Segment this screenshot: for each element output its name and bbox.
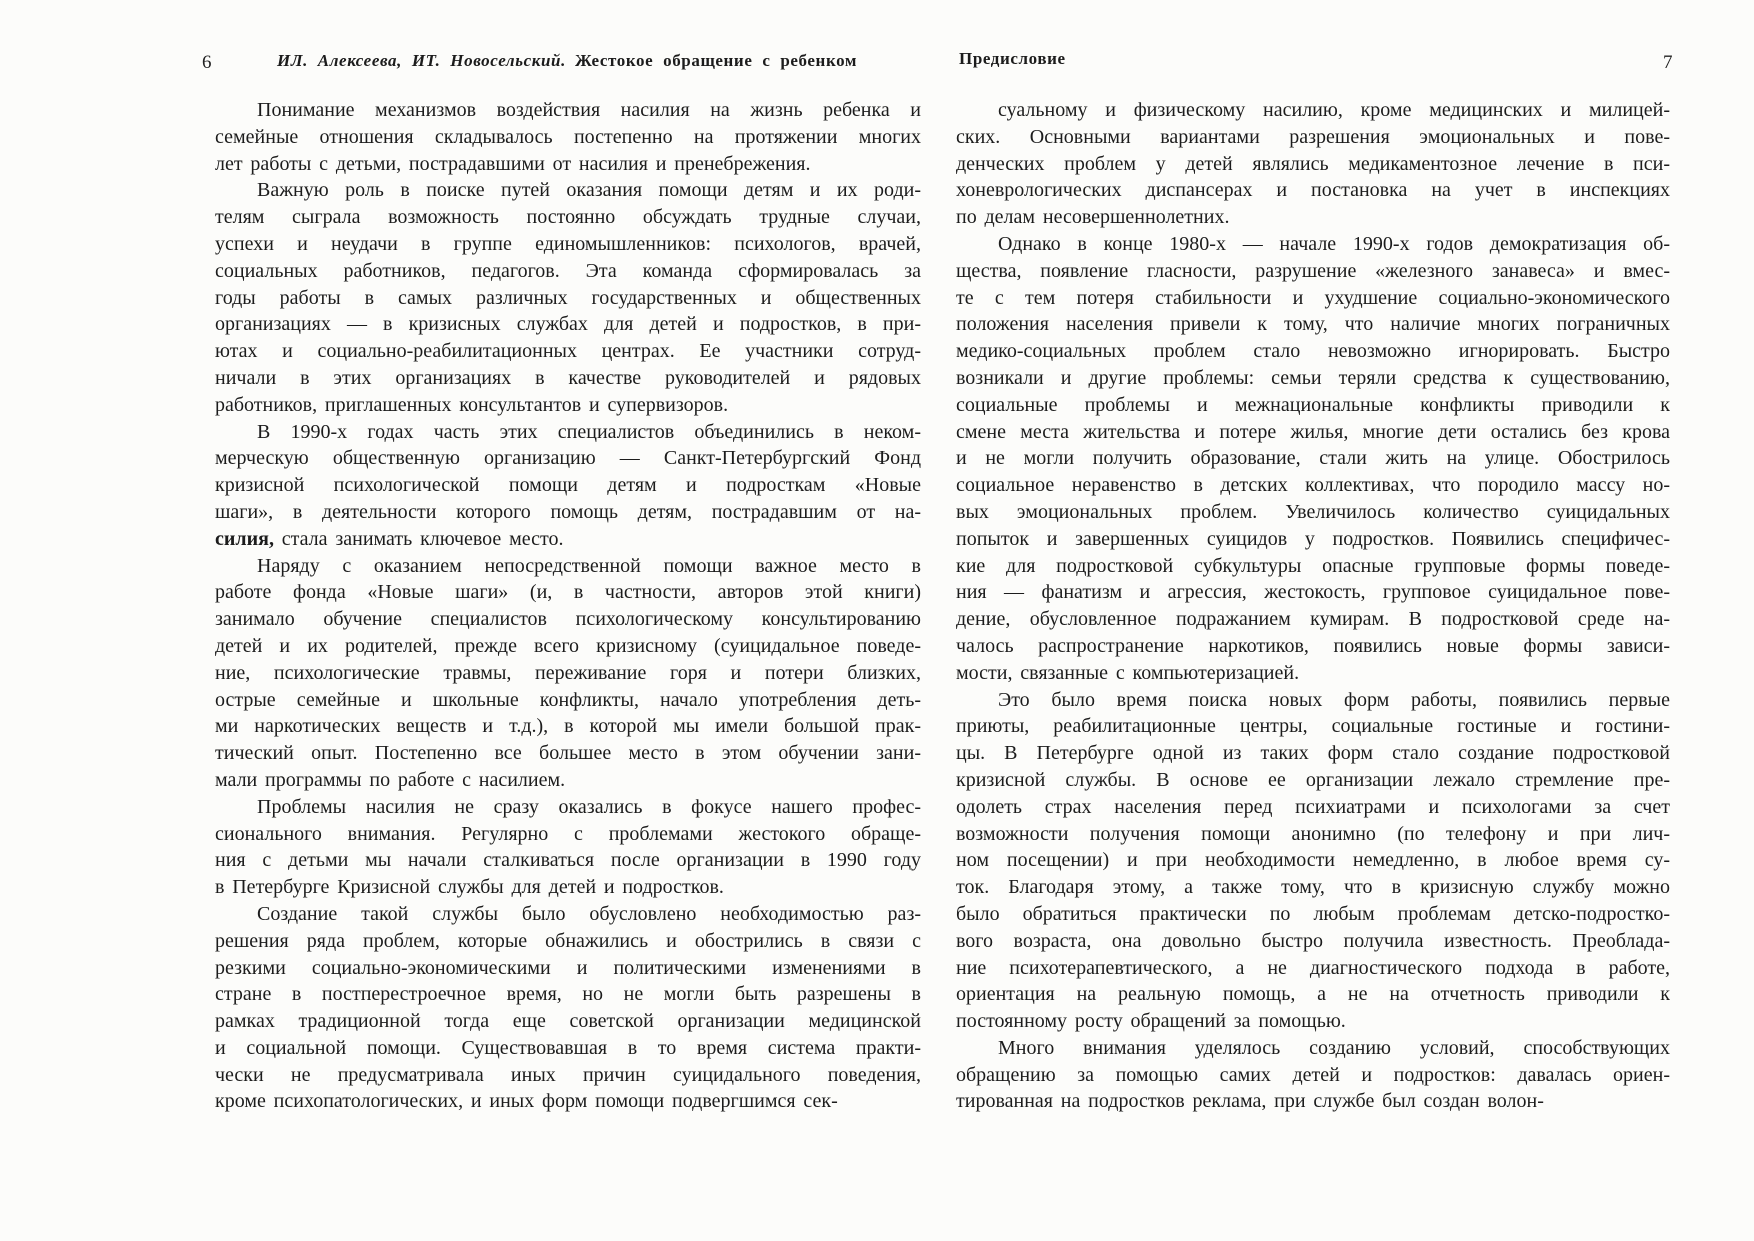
text-line: вых эмоциональных проблем. Увеличилось количество суицидальных [956, 500, 1670, 523]
text-line: Много внимания уделялось созданию условий, способствующих [998, 1036, 1670, 1059]
text-line: Это было время поиска новых форм работы, появились первые [998, 688, 1670, 711]
text-line: ютах и социально-реабилитационных центрах. Ее участники сотруд- [215, 340, 921, 363]
text-line: социальные проблемы и межнациональные конфликты приводили к [956, 393, 1670, 416]
text-line: телям сыграла возможность постоянно обсуждать трудные случаи, [215, 206, 921, 229]
text-line: работе фонда «Новые шаги» (и, в частности, авторов этой книги) [215, 581, 921, 604]
text-line: рамках традиционной тогда еще советской организации медицинской [215, 1010, 921, 1033]
text-line: Наряду с оказанием непосредственной помощи важное место в [257, 554, 921, 577]
text-line: тический опыт. Постепенно все большее место в этом обучении зани- [215, 742, 921, 765]
text-line: те с тем потеря стабильности и ухудшение социально-экономического [956, 286, 1670, 309]
text-line: возможности получения помощи анонимно (по телефону и при лич- [956, 822, 1670, 845]
text-line: ние, психологические травмы, переживание горя и потери близких, [215, 661, 921, 684]
text-line: успехи и неудачи в группе единомышленников: психологов, врачей, [215, 232, 921, 255]
text-line: Однако в конце 1980-х — начале 1990-х годов демократизация об- [998, 232, 1670, 255]
text-line: Создание такой службы было обусловлено необходимостью раз- [257, 902, 921, 925]
running-head-book-title: Жестокое обращение с ребенком [574, 51, 858, 70]
text-line: мали программы по работе с насилием. [215, 768, 566, 791]
text-line: ния — фанатизм и агрессия, жестокость, групповое суицидальное пове- [956, 581, 1670, 604]
text-line: ния с детьми мы начали сталкиваться после организации в 1990 году [215, 849, 921, 872]
text-line: хоневрологических диспансерах и постановка на учет в инспекциях [956, 179, 1670, 202]
text-line: ми наркотических веществ и т.д.), в которой мы имели большой прак- [215, 715, 921, 738]
text-line: шаги», в деятельности которого помощь детям, пострадавшим от на- [215, 500, 921, 523]
text-line: острые семейные и школьные конфликты, начало употребления деть- [215, 688, 921, 711]
text-line: решения ряда проблем, которые обнажились и обострились в связи с [215, 929, 921, 952]
text-line: ничали в этих организациях в качестве руководителей и рядовых [215, 366, 921, 389]
text-line: денческих проблем у детей являлись медикаментозное лечение в пси- [956, 152, 1670, 175]
text-line: стране в постперестроечное время, но не могли быть разрешены в [215, 983, 921, 1006]
text-line: ном посещении) и при необходимости немедленно, в любое время су- [956, 849, 1670, 872]
text-line: семейные отношения складывалось постепенно на протяжении многих [215, 125, 921, 148]
page-number-right: 7 [1663, 52, 1673, 73]
text-line: цы. В Петербурге одной из таких форм стало создание подростковой [956, 742, 1670, 765]
text-line: возникали и другие проблемы: семьи теряли средства к существованию, [956, 366, 1670, 389]
text-line: попыток и завершенных суицидов у подростков. Появились специфичес- [956, 527, 1670, 550]
running-head-right: Предисловие [959, 49, 1066, 68]
text-line: работников, приглашенных консультантов и супервизоров. [215, 393, 729, 416]
text-line: лет работы с детьми, пострадавшими от насилия и пренебрежения. [215, 152, 811, 175]
text-line: ние психотерапевтического, а не диагностического подхода в работе, [956, 956, 1670, 979]
text-line: щества, появление гласности, разрушение «железного занавеса» и вмес- [956, 259, 1670, 282]
text-line: в Петербурге Кризисной службы для детей и подростков. [215, 876, 724, 899]
text-segment: стала занимать ключевое место. [273, 527, 564, 550]
text-line: кризисной психологической помощи детям и подросткам «Новые [215, 474, 921, 497]
page-body-right [956, 97, 1670, 1115]
text-line: кризисной службы. В основе ее организации лежало стремление пре- [956, 768, 1670, 791]
text-line: В 1990-х годах часть этих специалистов объединились в неком- [257, 420, 921, 443]
text-line: дение, обусловленное подражанием кумирам. В подростковой среде на- [956, 608, 1670, 631]
text-line: по делам несовершеннолетних. [956, 206, 1230, 229]
text-line: кроме психопатологических, и иных форм помощи подвергшимся сек- [215, 1090, 838, 1113]
text-line: организациях — в кризисных службах для детей и подростков, в при- [215, 313, 921, 336]
page-body-left [215, 97, 921, 1115]
text-line: Понимание механизмов воздействия насилия на жизнь ребенка и [257, 99, 921, 121]
text-line: резкими социально-экономическими и политическими изменениями в [215, 956, 921, 979]
text-line: занимало обучение специалистов психологическому консультированию [215, 608, 921, 631]
text-line: одолеть страх населения перед психиатрами и психологами за счет [956, 795, 1670, 818]
text-line: мерческую общественную организацию — Санкт-Петербургский Фонд [215, 447, 921, 470]
text-line: было обратиться практически по любым проблемам детско-подростко- [956, 902, 1670, 925]
text-line: приюты, реабилитационные центры, социальные гостиные и гостини- [956, 715, 1670, 738]
text-line: сионального внимания. Регулярно с проблемами жестокого обраще- [215, 822, 921, 845]
text-line: чески не предусматривала иных причин суицидального поведения, [215, 1063, 921, 1086]
text-line: положения населения привели к тому, что наличие многих пограничных [956, 313, 1670, 336]
text-line: смене места жительства и потере жилья, многие дети остались без крова [956, 420, 1670, 443]
text-line: чалось распространение наркотиков, появились новые формы зависи- [956, 634, 1670, 657]
text-line: ток. Благодаря этому, а также тому, что в кризисную службу можно [956, 876, 1670, 899]
text-line: медико-социальных проблем стало невозможно игнорировать. Быстро [956, 340, 1670, 363]
text-line: Проблемы насилия не сразу оказались в фокусе нашего профес- [257, 795, 921, 818]
running-head-left [277, 51, 857, 71]
page-number-left: 6 [202, 52, 212, 73]
emphasized-text: силия, [215, 527, 274, 550]
text-line: мости, связанные с компьютеризацией. [956, 661, 1300, 684]
text-line: суальному и физическому насилию, кроме медицинских и милицей- [998, 99, 1670, 121]
text-line: тированная на подростков реклама, при службе был создан волон- [956, 1090, 1544, 1113]
text-line: ских. Основными вариантами разрешения эмоциональных и пове- [956, 125, 1670, 148]
text-line: ориентация на реальную помощь, а не на отчетность приводили к [956, 983, 1670, 1006]
running-head-authors: ИЛ. Алексеева, ИТ. Новосельский. [277, 51, 566, 70]
text-line: социальных работников, педагогов. Эта команда сформировалась за [215, 259, 921, 282]
text-line: постоянному росту обращений за помощью. [956, 1010, 1346, 1033]
text-line: вого возраста, она довольно быстро получила известность. Преоблада- [956, 929, 1670, 952]
text-line: социальное неравенство в детских коллективах, что породило массу но- [956, 474, 1670, 497]
text-line [215, 526, 921, 553]
text-line: Важную роль в поиске путей оказания помощи детям и их роди- [257, 179, 921, 202]
text-line: и не могли получить образование, стали жить на улице. Обострилось [956, 447, 1670, 470]
text-line: обращению за помощью самих детей и подростков: давалась ориен- [956, 1063, 1670, 1086]
text-line: детей и их родителей, прежде всего кризисному (суицидальное поведе- [215, 634, 921, 657]
text-line: и социальной помощи. Существовавшая в то время система практи- [215, 1036, 921, 1059]
text-line: годы работы в самых различных государственных и общественных [215, 286, 921, 309]
text-line: кие для подростковой субкультуры опасные групповые формы поведе- [956, 554, 1670, 577]
